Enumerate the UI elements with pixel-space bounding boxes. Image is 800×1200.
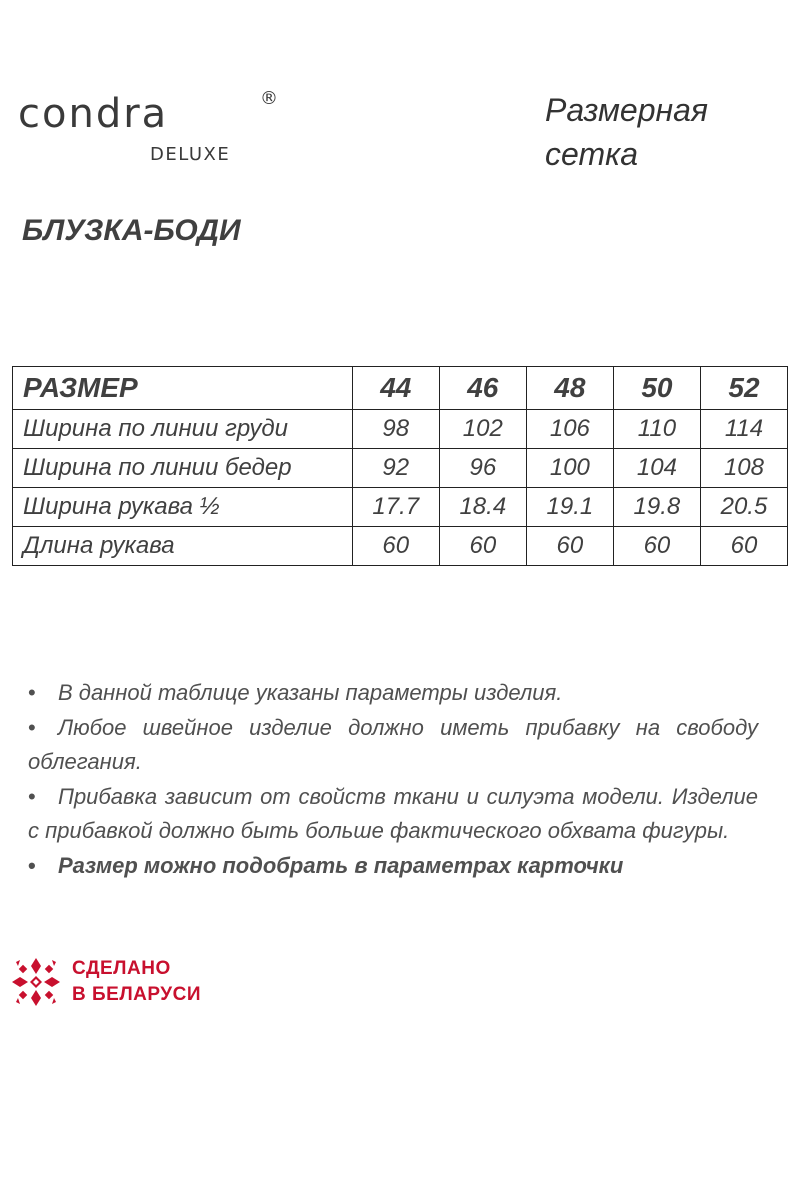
- size-cell: 52: [700, 367, 787, 410]
- value-cell: 96: [439, 449, 526, 488]
- value-cell: 98: [352, 410, 439, 449]
- bullet-icon: •: [28, 853, 36, 878]
- doc-title-line-1: Размерная: [545, 92, 708, 128]
- row-label: Ширина по линии бедер: [13, 449, 353, 488]
- table-row: [13, 449, 788, 488]
- value-cell: 60: [700, 527, 787, 566]
- size-cell: 44: [352, 367, 439, 410]
- size-cell: 48: [526, 367, 613, 410]
- value-cell: 17.7: [352, 488, 439, 527]
- row-label: Длина рукава: [13, 527, 353, 566]
- value-cell: 102: [439, 410, 526, 449]
- value-cell: 60: [526, 527, 613, 566]
- doc-title-line-2: сетка: [545, 136, 638, 172]
- value-cell: 60: [439, 527, 526, 566]
- size-cell: 50: [613, 367, 700, 410]
- list-item: [28, 849, 758, 883]
- header-label: РАЗМЕР: [13, 367, 353, 410]
- table-row: [13, 527, 788, 566]
- value-cell: 18.4: [439, 488, 526, 527]
- note-text: Прибавка зависит от свойств ткани и силуэта модели. Изделие с прибавкой должно быть больше фактического обхвата фигуры.: [28, 784, 758, 843]
- value-cell: 108: [700, 449, 787, 488]
- list-item: [28, 711, 758, 779]
- brand-sub: DELUXE: [150, 144, 231, 165]
- row-label: Ширина по линии груди: [13, 410, 353, 449]
- note-text: Размер можно подобрать в параметрах карточки: [58, 853, 624, 878]
- brand-logo: [18, 88, 278, 165]
- note-text: В данной таблице указаны параметры изделия.: [58, 680, 563, 705]
- bullet-icon: •: [28, 784, 36, 809]
- belarus-ornament-icon: [8, 954, 64, 1010]
- table-row: [13, 488, 788, 527]
- value-cell: 19.8: [613, 488, 700, 527]
- table-row: [13, 410, 788, 449]
- note-text: Любое швейное изделие должно иметь прибавку на свободу облегания.: [28, 715, 758, 774]
- bullet-icon: •: [28, 680, 36, 705]
- row-label: Ширина рукава ½: [13, 488, 353, 527]
- made-in-text: [72, 956, 201, 1008]
- list-item: [28, 780, 758, 848]
- value-cell: 19.1: [526, 488, 613, 527]
- product-title: БЛУЗКА-БОДИ: [22, 214, 241, 247]
- value-cell: 114: [700, 410, 787, 449]
- value-cell: 60: [352, 527, 439, 566]
- value-cell: 106: [526, 410, 613, 449]
- value-cell: 100: [526, 449, 613, 488]
- made-in-line-2: В БЕЛАРУСИ: [72, 984, 202, 1005]
- value-cell: 92: [352, 449, 439, 488]
- made-in-badge: [8, 954, 201, 1010]
- notes-list: [28, 676, 758, 884]
- list-item: [28, 676, 758, 710]
- size-cell: 46: [439, 367, 526, 410]
- registered-mark: ®: [260, 88, 278, 109]
- size-table: [12, 366, 788, 566]
- value-cell: 60: [613, 527, 700, 566]
- brand-name: condra: [18, 91, 169, 137]
- made-in-line-1: СДЕЛАНО: [72, 958, 171, 979]
- bullet-icon: •: [28, 715, 36, 740]
- value-cell: 104: [613, 449, 700, 488]
- value-cell: 20.5: [700, 488, 787, 527]
- table-header-row: [13, 367, 788, 410]
- value-cell: 110: [613, 410, 700, 449]
- doc-title: [545, 88, 775, 176]
